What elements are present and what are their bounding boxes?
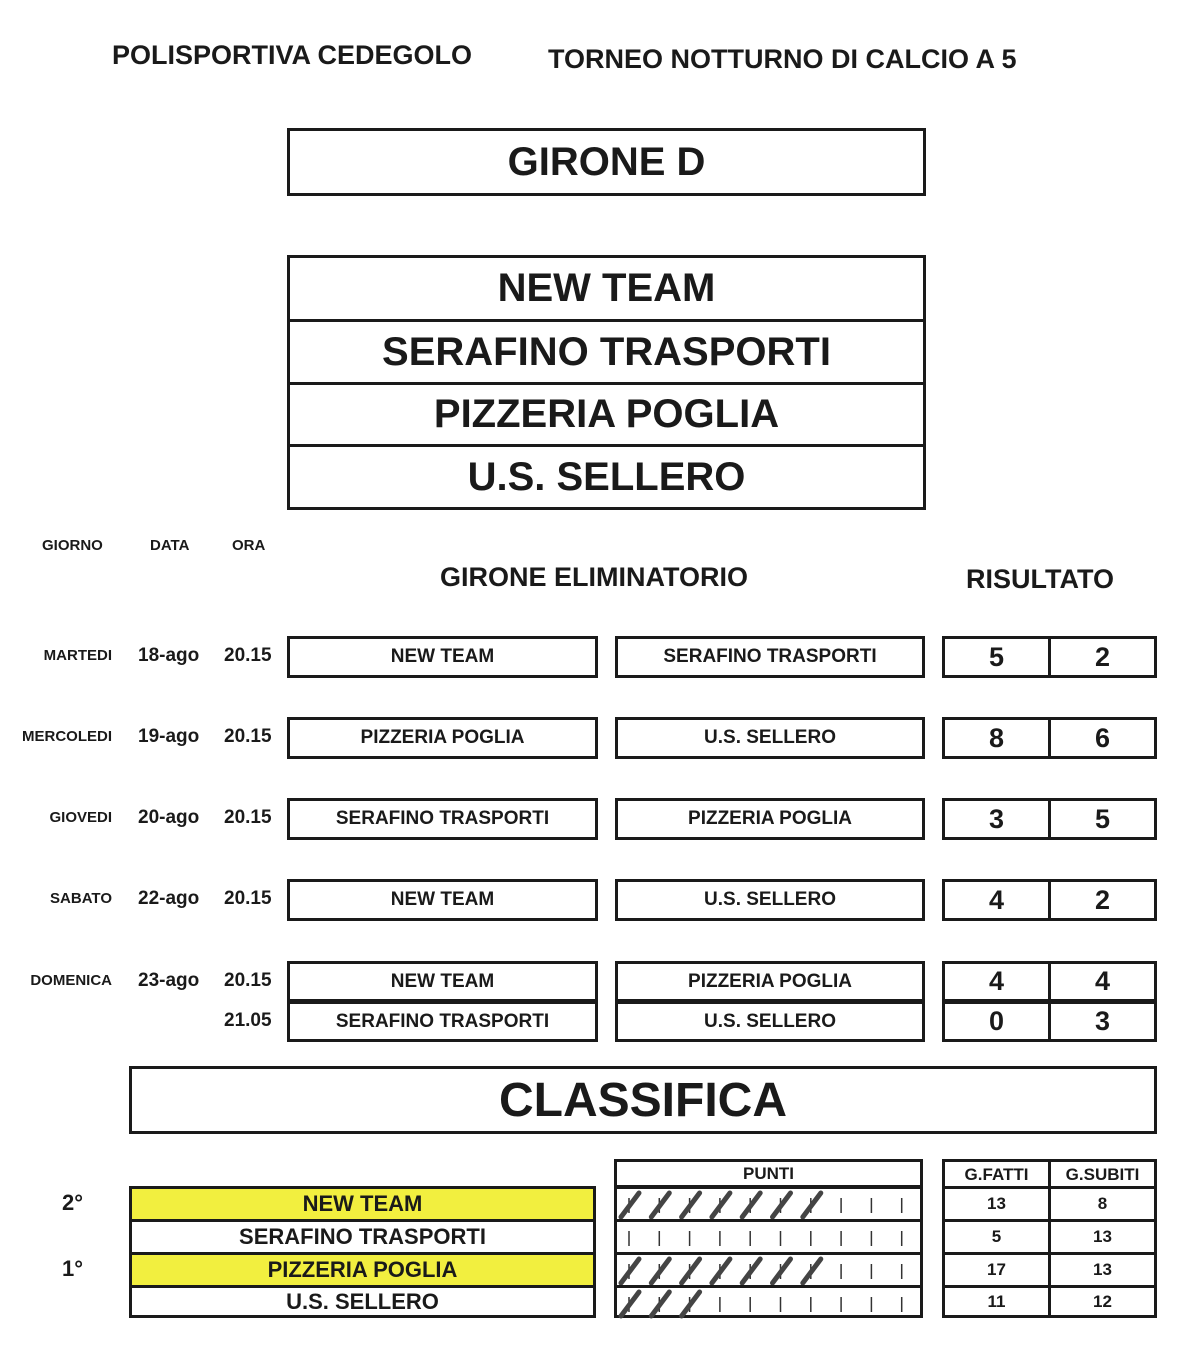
standing-team: NEW TEAM: [129, 1186, 596, 1222]
match-score: [942, 1001, 1157, 1042]
score-home: 5: [945, 639, 1051, 675]
goals-for: 5: [945, 1222, 1051, 1252]
standing-team: U.S. SELLERO: [129, 1285, 596, 1318]
points-tally: [614, 1186, 923, 1222]
tally-point-mark: [682, 1193, 700, 1217]
match-score: [942, 798, 1157, 840]
team-list: [287, 255, 926, 510]
col-ora-header: ORA: [232, 537, 266, 554]
tally-point-mark: [742, 1193, 760, 1217]
match-time: 20.15: [224, 888, 272, 909]
goals-for: 17: [945, 1255, 1051, 1285]
match-day: DOMENICA: [30, 971, 112, 989]
match-score: [942, 879, 1157, 921]
standings-title: CLASSIFICA: [129, 1066, 1157, 1134]
score-away: 6: [1094, 722, 1111, 753]
tournament-name: TORNEO NOTTURNO DI CALCIO A 5: [548, 44, 1017, 74]
match-home-team: NEW TEAM: [287, 636, 598, 678]
tally-point-mark: [651, 1292, 669, 1316]
standing-place: 1°: [62, 1256, 84, 1281]
tally-point-mark: [682, 1292, 700, 1316]
match-time: 20.15: [224, 807, 272, 828]
score-away: 2: [1094, 641, 1111, 672]
group-title: GIRONE D: [287, 128, 926, 196]
match-away-team: U.S. SELLERO: [615, 717, 925, 759]
match-score: [942, 961, 1157, 1002]
match-home-team: PIZZERIA POGLIA: [287, 717, 598, 759]
score-away: 5: [1094, 803, 1111, 834]
team-list-item: SERAFINO TRASPORTI: [290, 322, 923, 385]
tally-point-mark: [773, 1193, 791, 1217]
goals-against-header: G.SUBITI: [1065, 1165, 1140, 1184]
match-time: 20.15: [224, 645, 272, 666]
tally-point-mark: [621, 1193, 639, 1217]
team-list-item: U.S. SELLERO: [467, 454, 746, 499]
goals-row: [942, 1186, 1157, 1222]
match-time: 21.05: [224, 1009, 272, 1031]
score-home: 4: [945, 882, 1051, 918]
col-data-header: DATA: [150, 537, 190, 554]
match-home-team: NEW TEAM: [287, 961, 598, 1002]
match-away-team: PIZZERIA POGLIA: [615, 961, 925, 1002]
points-header: PUNTI: [614, 1159, 923, 1188]
goals-row: [942, 1252, 1157, 1288]
result-title: RISULTATO: [966, 564, 1114, 594]
match-time: 20.15: [224, 969, 272, 991]
score-home: 3: [945, 801, 1051, 837]
goals-against: 12: [1093, 1291, 1112, 1311]
tally-point-mark: [803, 1193, 821, 1217]
team-list-item: PIZZERIA POGLIA: [290, 385, 923, 447]
match-date: 19-ago: [138, 726, 200, 747]
goals-against: 13: [1093, 1227, 1112, 1246]
score-away: 2: [1094, 884, 1111, 915]
points-tally: [614, 1252, 923, 1288]
match-away-team: SERAFINO TRASPORTI: [615, 636, 925, 678]
match-day: MARTEDI: [43, 647, 112, 664]
match-date: 22-ago: [138, 888, 200, 909]
score-away: 3: [1094, 1006, 1111, 1036]
standing-team: PIZZERIA POGLIA: [129, 1252, 596, 1288]
tally-point-mark: [682, 1259, 700, 1283]
standing-place: 2°: [62, 1190, 84, 1215]
match-day: GIOVEDI: [49, 809, 112, 826]
goals-against: 8: [1097, 1194, 1108, 1213]
goals-for: 13: [945, 1189, 1051, 1219]
match-date: 23-ago: [138, 969, 200, 991]
match-date: 18-ago: [138, 645, 200, 666]
tally-point-mark: [773, 1259, 791, 1283]
tally-point-mark: [712, 1193, 730, 1217]
goals-row: [942, 1285, 1157, 1318]
points-tally: [614, 1219, 923, 1255]
points-tally: [614, 1285, 923, 1318]
tally-point-mark: [803, 1259, 821, 1283]
score-home: 0: [945, 1004, 1051, 1039]
goals-against: 13: [1093, 1260, 1112, 1279]
tally-point-mark: [621, 1259, 639, 1283]
col-giorno-header: GIORNO: [42, 537, 103, 554]
score-home: 4: [945, 964, 1051, 999]
score-home: 8: [945, 720, 1051, 756]
tally-point-mark: [621, 1292, 639, 1316]
match-day: SABATO: [50, 890, 112, 907]
score-away: 4: [1094, 966, 1111, 996]
match-away-team: U.S. SELLERO: [615, 879, 925, 921]
match-home-team: SERAFINO TRASPORTI: [287, 798, 598, 840]
match-time: 20.15: [224, 726, 272, 747]
schedule-title: GIRONE ELIMINATORIO: [440, 562, 749, 592]
match-away-team: PIZZERIA POGLIA: [615, 798, 925, 840]
match-date: 20-ago: [138, 807, 200, 828]
standing-team: SERAFINO TRASPORTI: [129, 1219, 596, 1255]
tally-point-mark: [742, 1259, 760, 1283]
team-list-item: NEW TEAM: [290, 258, 923, 322]
goals-row: [942, 1219, 1157, 1255]
goals-for-header: G.FATTI: [945, 1162, 1051, 1188]
goals-header: [942, 1159, 1157, 1188]
goals-for: 11: [945, 1288, 1051, 1315]
match-home-team: NEW TEAM: [287, 879, 598, 921]
match-score: [942, 717, 1157, 759]
match-home-team: SERAFINO TRASPORTI: [287, 1001, 598, 1042]
club-name: POLISPORTIVA CEDEGOLO: [112, 40, 473, 70]
tally-point-mark: [651, 1193, 669, 1217]
match-away-team: U.S. SELLERO: [615, 1001, 925, 1042]
match-score: [942, 636, 1157, 678]
tally-point-mark: [712, 1259, 730, 1283]
match-day: MERCOLEDI: [22, 728, 112, 745]
tally-point-mark: [651, 1259, 669, 1283]
